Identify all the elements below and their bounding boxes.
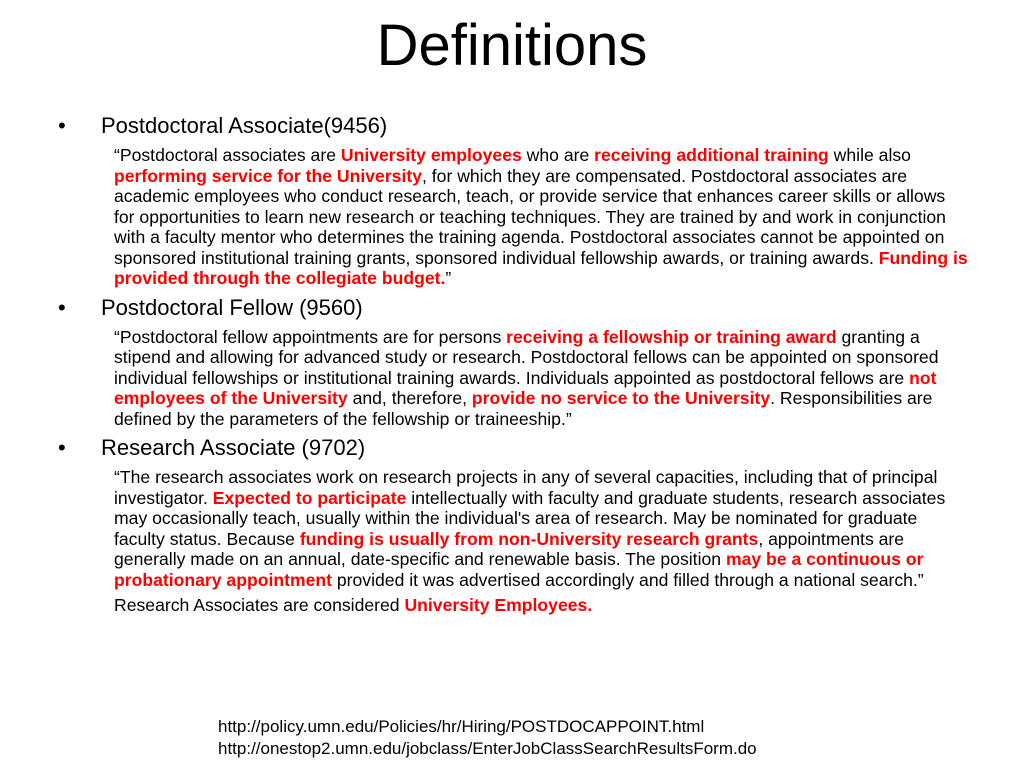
quote-highlight: not employees of the University — [114, 367, 937, 408]
quote-segment: “The research associates work on research projects in any of several capacities, including that of principal investigator. — [114, 467, 938, 508]
quote-segment: . Responsibilities are defined by the parameters of the fellowship or traineeship.” — [114, 388, 933, 429]
bullet-icon: • — [58, 435, 66, 460]
quote-highlight: funding is usually from non-University research grants — [299, 528, 759, 549]
reference-link-jobclass[interactable]: http://onestop2.umn.edu/jobclass/EnterJobClassSearchResultsForm.do — [218, 739, 757, 758]
bullet-icon: • — [58, 294, 66, 320]
quote-segment: ” — [445, 268, 452, 288]
definition-heading-research-associate — [58, 434, 968, 462]
reference-link-policy[interactable]: http://policy.umn.edu/Policies/hr/Hiring/POSTDOCAPPOINT.html — [218, 717, 705, 736]
quote-highlight: University employees — [340, 145, 522, 165]
definitions-list — [58, 112, 968, 621]
quote-segment: provided it was advertised accordingly and filled through a national search.” — [331, 569, 924, 590]
quote-highlight: provide no service to the University — [471, 388, 771, 408]
note-highlight: University Employees. — [404, 595, 593, 615]
slide-title: Definitions — [376, 13, 648, 78]
quote-segment: , appointments are generally made on an annual, date-specific and renewable basis. The position — [114, 528, 905, 569]
quote-segment: “Postdoctoral associates are — [114, 145, 341, 165]
quote-segment: who are — [521, 145, 595, 165]
bullet-icon: • — [58, 113, 66, 138]
quote-segment: , for which they are compensated. Postdoctoral associates are academic employees who conduct research, teach, or provide service that enhances career skills or allows for opportunities to learn new research or teaching techniques. They are trained by and work in conjunction with a faculty mentor who determines the training agenda. Postdoctoral associates cannot be appointed on sponsored institutional training grants, sponsored individual fellowship awards, or training awards. — [114, 165, 946, 268]
quote-highlight: may be a continuous or probationary appointment — [114, 549, 924, 590]
research-associate-note — [114, 595, 970, 616]
quote-highlight: Expected to participate — [212, 487, 407, 508]
quote-highlight: Funding is provided through the collegiate budget. — [114, 247, 968, 288]
definition-heading-text: Postdoctoral Fellow (9560) — [101, 294, 363, 320]
definition-quote — [114, 467, 970, 590]
quote-highlight: receiving additional training — [594, 145, 829, 165]
definition-heading-text: Postdoctoral Associate(9456) — [101, 113, 388, 138]
definition-heading-postdoctoral-fellow — [58, 294, 968, 322]
quote-segment: “Postdoctoral fellow appointments are for persons — [114, 326, 507, 347]
quote-segment: granting a stipend and allowing for advanced study or research. Postdoctoral fellows can be appointed on sponsored individual fellowships or institutional training awards. Individuals appointed as postdoctoral fellows are — [114, 326, 939, 388]
quote-segment: and, therefore, — [347, 388, 472, 408]
definition-quote — [114, 327, 970, 430]
note-segment: Research Associates are considered — [114, 595, 405, 615]
definition-heading-text: Research Associate (9702) — [101, 435, 366, 460]
quote-segment: while also — [828, 145, 911, 165]
definition-heading-postdoctoral-associate — [58, 112, 968, 140]
reference-links — [218, 716, 757, 760]
quote-highlight: performing service for the University — [114, 165, 422, 186]
definition-quote — [114, 145, 970, 289]
quote-segment: intellectually with faculty and graduate students, research associates may occasionally teach, usually within the individual's area of research. May be nominated for graduate faculty status. Because — [114, 487, 946, 549]
quote-highlight: receiving a fellowship or training award — [506, 326, 837, 347]
